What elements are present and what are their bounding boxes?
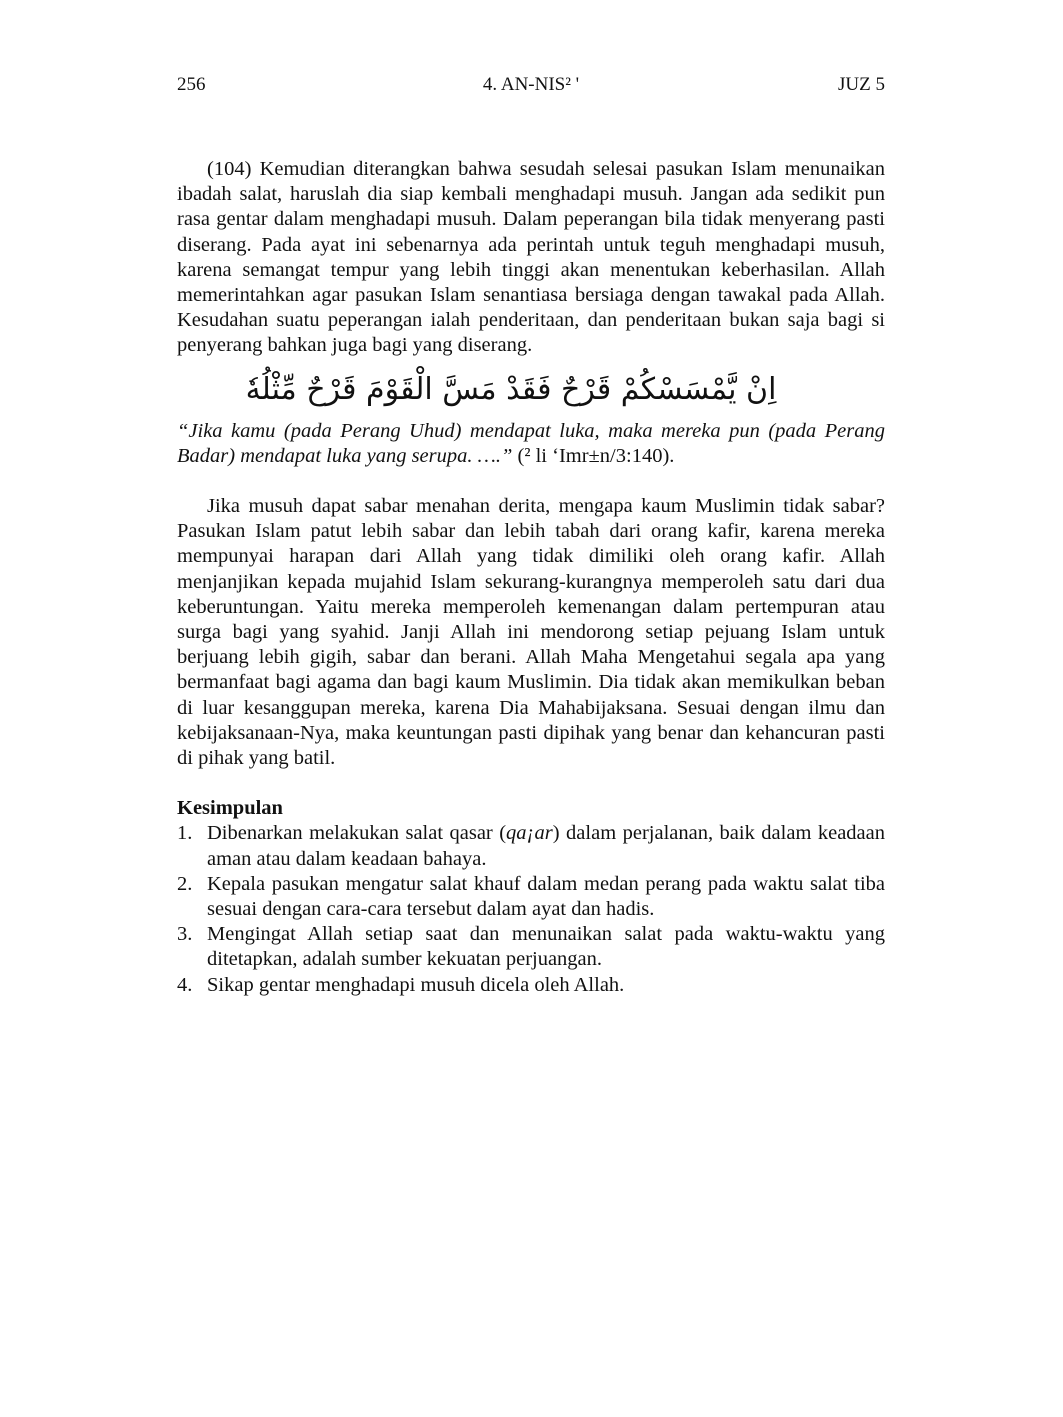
conclusion-item	[177, 922, 885, 972]
conclusion-item	[177, 821, 885, 871]
translation-text: “Jika kamu (pada Perang Uhud) mendapat luka, maka mereka pun (pada Perang Badar) mendapat luka yang serupa. ….”	[177, 419, 885, 467]
conclusion-item	[177, 973, 885, 998]
verse-translation	[177, 419, 885, 469]
translation-reference: (² li ‘Imr±n/3:140).	[512, 444, 675, 467]
commentary-paragraph-2: Jika musuh dapat sabar menahan derita, mengapa kaum Muslimin tidak sabar? Pasukan Islam patut lebih sabar dan lebih tabah dari orang kafir, karena mereka mempunyai harapan dari Allah yang tidak dimiliki oleh orang kafir. Allah menjanjikan kepada mujahid Islam sekurang-kurangnya memperoleh satu dari dua keberuntungan. Yaitu mereka memperoleh kemenangan dalam pertempuran atau surga bagi yang syahid. Janji Allah ini mendorong setiap pejuang Islam untuk berjuang lebih gigih, sabar dan berani. Allah Maha Mengetahui segala apa yang bermanfaat bagi agama dan bagi kaum Muslimin. Dia tidak akan memikulkan beban di luar kesanggupan mereka, karena Dia Mahabijaksana. Sesuai dengan ilmu dan kebijaksanaan-Nya, maka keuntungan pasti dipihak yang benar dan kehancuran pasti di pihak yang batil.	[177, 495, 885, 770]
item-number: 4.	[177, 973, 193, 996]
arabic-verse: اِنْ يَّمْسَسْكُمْ قَرْحٌ فَقَدْ مَسَّ الْقَوْمَ قَرْحٌ مِّثْلُهٗ	[245, 371, 777, 407]
page-number: 256	[177, 74, 206, 95]
item-italic-term: qa¡ar	[506, 822, 553, 845]
item-number: 1.	[177, 822, 193, 845]
conclusion-list	[177, 821, 885, 997]
item-text: Mengingat Allah setiap saat dan menunaikan salat pada waktu-waktu yang ditetapkan, adalah sumber kekuatan perjuangan.	[207, 923, 885, 971]
commentary-paragraph-104: (104) Kemudian diterangkan bahwa sesudah selesai pasukan Islam menunaikan ibadah salat, haruslah dia siap kembali menghadapi musuh. Jangan ada sedikit pun rasa gentar dalam menghadapi musuh. Dalam peperangan bila tidak menyerang pasti diserang. Pada ayat ini sebenarnya ada perintah untuk teguh menghadapi musuh, karena semangat tempur yang lebih tinggi akan menentukan keberhasilan. Allah memerintahkan agar pasukan Islam senantiasa bersiaga dengan tawakal pada Allah. Kesudahan suatu peperangan ialah penderitaan, dan penderitaan bukan saja bagi si penyerang bahkan juga bagi yang diserang.	[177, 158, 885, 357]
item-number: 3.	[177, 923, 193, 946]
conclusion-item	[177, 872, 885, 922]
item-text: Sikap gentar menghadapi musuh dicela oleh Allah.	[207, 973, 625, 996]
page-header	[177, 72, 885, 98]
chapter-title: 4. AN-NIS² '	[482, 74, 580, 95]
item-text: ) dalam perjalanan, baik dalam keadaan aman atau dalam keadaan bahaya.	[207, 822, 885, 870]
spacer	[177, 771, 885, 796]
juz-label: JUZ 5	[838, 74, 885, 95]
conclusion-heading: Kesimpulan	[177, 797, 283, 820]
item-text: Kepala pasukan mengatur salat khauf dalam medan perang pada waktu salat tiba sesuai dengan cara-cara tersebut dalam ayat dan hadis.	[207, 872, 885, 921]
item-number: 2.	[177, 872, 193, 895]
spacer	[177, 469, 885, 494]
page-content	[177, 157, 885, 998]
item-text: Dibenarkan melakukan salat qasar (	[207, 822, 507, 845]
